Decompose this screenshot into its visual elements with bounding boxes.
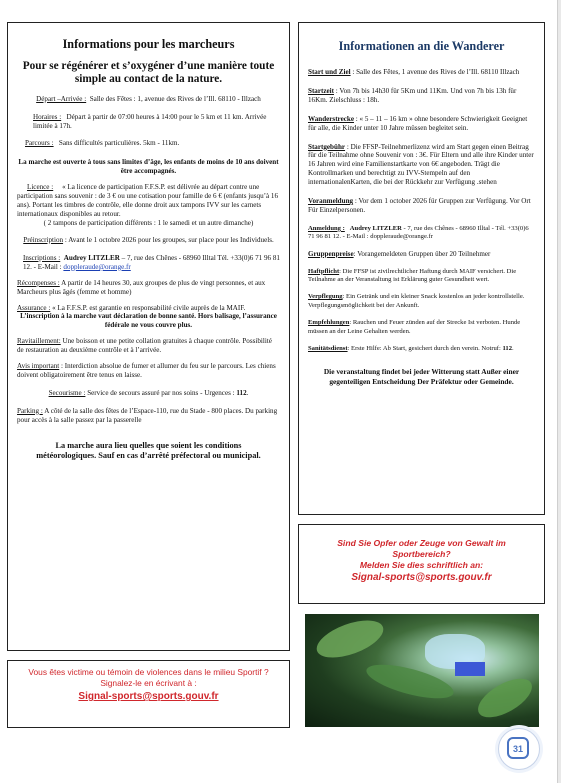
fr-avis bbox=[17, 362, 280, 380]
de-victim-email-link[interactable]: Signal-sports@sports.gouv.fr bbox=[351, 572, 492, 583]
fr-secourisme-number: 112 bbox=[236, 388, 247, 397]
german-victim-box bbox=[298, 524, 545, 604]
de-startzeit-label: Startzeit bbox=[308, 86, 334, 95]
de-sanitaet: Sanitätsdienst: Erste Hilfe: Ab Start, gesichert durch den verein. Notruf: 112. bbox=[308, 345, 514, 353]
fr-licence-text: « La licence de participation F.F.S.P. est délivrée au départ contre une participation sans souvenir : de 3 € ou une cotisation pour famille de 6 € (enfants jusqu’à 16 ans). Portant les timbres de contrôle, elle donne droit aux tampons IVV sur les carnets internationaux disponibles au retour. bbox=[17, 183, 279, 219]
fr-title: Informations pour les marcheurs bbox=[62, 37, 235, 51]
fr-assurance bbox=[17, 304, 280, 313]
fr-parcours bbox=[17, 139, 280, 148]
de-haftpflicht-text: : Die FFSP ist zivilrechtlicher Haftung durch MAIF versichert. Die Teilnahme an der Veranstaltung ist Erklärung guter Gesundheit wert. bbox=[308, 267, 517, 283]
de-startzeit bbox=[308, 87, 535, 105]
de-closing: Die veranstaltung findet bei jeder Witterung statt Außer einer gegenteiligen Entscheidung Der Präfektur oder Gemeinde. bbox=[323, 367, 520, 386]
de-strecke-label: Wanderstrecke bbox=[308, 114, 354, 123]
fr-ravitaillement-text: Une boisson et une petite collation gratuites à chaque contrôle. Possibilité de restauration au deuxième contrôle et à l’arrivée. bbox=[17, 337, 272, 355]
fr-inscriptions-email-link[interactable]: doppleraude@orange.fr bbox=[63, 262, 131, 271]
fr-parking-text: A côté de la salle des fêtes de l’Espace-110, rue du Stade - 800 places. Du parking pour accès à la salle passez par la passerelle bbox=[17, 406, 278, 424]
fr-horaires-text: Départ à partir de 07:00 heures à 14:00 pour le 5 km et 11 km. Arrivée limitée à 17h. bbox=[33, 112, 267, 130]
calendar-badge[interactable] bbox=[498, 728, 540, 770]
french-info-box bbox=[7, 22, 290, 651]
de-start-text: : Salle des Fêtes, 1 avenue des Rives de l’Ill. 68110 Illzach bbox=[350, 68, 520, 76]
fr-assurance-text: « La F.F.S.P. est garantie en responsabilité civile auprès de la MAIF. bbox=[50, 303, 246, 312]
german-info-box bbox=[298, 22, 545, 515]
calendar-day: 31 bbox=[512, 744, 523, 754]
palm-garden-photo bbox=[305, 614, 539, 727]
de-anmeldung-text: - 7, rue des Chênes - 68960 Illtal - Tél. +33(0)6 71 96 81 12. - E-Mail : doppleraude@orange.fr bbox=[308, 224, 529, 241]
fr-recompenses bbox=[17, 279, 280, 297]
fr-avis-label: Avis important bbox=[17, 362, 60, 371]
fr-subtitle: Pour se régénérer et s’oxygéner d’une manière toute simple au contact de la nature. bbox=[22, 60, 275, 85]
de-title: Informationen an die Wanderer bbox=[338, 39, 505, 53]
de-voranmeldung-text: : Vor dem 1 october 2026 für Gruppen zur Verfügung. Vor Ort Für Einzelpersonen. bbox=[308, 197, 531, 214]
fr-closing: La marche aura lieu quelles que soient les conditions météorologiques. Sauf en cas d’arrêté préfectoral ou municipal. bbox=[36, 440, 261, 461]
de-haftpflicht bbox=[308, 268, 535, 285]
fr-ravitaillement bbox=[17, 337, 280, 355]
fr-recompenses-label: Récompenses : bbox=[17, 278, 60, 287]
fr-preinscription-text: : Avant le 1 octobre 2026 pour les groupes, sur place pour les Individuels. bbox=[64, 235, 274, 244]
fr-victim-email-link[interactable]: Signal-sports@sports.gouv.fr bbox=[78, 691, 219, 702]
de-gebuehr-text: : Die FFSP-Teilnehmerlizenz wird am Start gegen einen Beitrag für die Teilnahme ohne Souvenir von : 3€. Für Eltern und alle ihre Kinder unter 16 Jahren wird eine Familienstartkarte von 6€ angeboden. Trägt die Kontrollmarken und berechtigt zu IVV-Stempeln auf den internationalenKarten, die bei der Rückkehr zur Verfügung .stehen bbox=[308, 142, 534, 187]
de-voranmeldung-label: Voranmeldung bbox=[308, 197, 354, 206]
fr-inscriptions-text: – 7, rue des Chênes - 68960 Illtal Tél. +33(0)6 71 96 81 12. - E-Mail : bbox=[23, 253, 280, 271]
fr-depart-text: Salle des Fêtes : 1, avenue des Rives de l’Ill. 68110 - Illzach bbox=[89, 95, 261, 103]
fr-victim-line2: Signalez-le en écrivant à : bbox=[100, 678, 197, 688]
de-empfehlungen-label: Empfehlungen bbox=[308, 319, 350, 327]
fr-parking-label: Parking : bbox=[17, 406, 43, 415]
photo-leaf bbox=[312, 614, 388, 665]
fr-licence-tampons: ( 2 tampons de participation différents : 1 le samedi et un autre dimanche) bbox=[43, 219, 254, 228]
fr-secourisme-text: Service de secours assuré par nos soins - Urgences : bbox=[85, 388, 237, 397]
de-anmeldung bbox=[308, 225, 535, 242]
fr-parcours-text: Sans difficultés particulières. 5km - 11km. bbox=[58, 138, 180, 147]
photo-leaf bbox=[472, 671, 538, 725]
de-startzeit-text: : Von 7h bis 14h30 für 5Km und 11Km. Und von 7h bis 13h für 16Km. Zielschluss : 18h. bbox=[308, 86, 517, 104]
fr-avis-text: : Interdiction absolue de fumer et allumer du feu sur le parcours. Les chiens doivent obligatoirement être tenus en laisse. bbox=[17, 362, 276, 379]
fr-secourisme: Secourisme : Service de secours assuré par nos soins - Urgences : 112. bbox=[48, 388, 249, 397]
de-sanitaet-number: 112 bbox=[502, 345, 513, 353]
calendar-icon[interactable] bbox=[507, 737, 529, 759]
de-verpflegung bbox=[308, 293, 535, 310]
de-start bbox=[308, 68, 535, 77]
fr-assurance-bold: L’inscription à la marche vaut déclaration de bonne santé. Hors balisage, l’assurance fédérale ne vous couvre plus. bbox=[20, 312, 277, 330]
fr-depart bbox=[17, 95, 280, 104]
fr-open-text: La marche est ouverte à tous sans limites d’âge, les enfants de moins de 10 ans doivent être accompagnés. bbox=[18, 157, 279, 175]
fr-parking bbox=[17, 407, 280, 425]
de-empfehlungen bbox=[308, 319, 535, 336]
de-gruppenpreise-label: Gruppenpreise bbox=[308, 249, 354, 258]
fr-secourisme-label: Secourisme : bbox=[48, 388, 86, 397]
de-start-label: Start und Ziel bbox=[308, 68, 351, 76]
de-sanitaet-text: : Erste Hilfe: Ab Start, gesichert durch den verein. Notruf: bbox=[347, 345, 503, 353]
de-victim-line2: Melden Sie dies schriftlich an: bbox=[359, 560, 484, 570]
de-haftpflicht-label: Haftpflicht bbox=[308, 267, 340, 275]
photo-blue-banner bbox=[455, 662, 485, 676]
de-victim-line1: Sind Sie Opfer oder Zeuge von Gewalt im Sportbereich? bbox=[337, 538, 506, 559]
fr-inscriptions-label: Inscriptions : bbox=[23, 253, 61, 262]
de-anmeldung-name: Audrey LITZLER bbox=[349, 224, 402, 232]
de-verpflegung-text: : Ein Getränk und ein kleiner Snack kostenlos an jeder kontrollstelle. Verpflegungsmöglichkeit bei der Ankunft. bbox=[308, 293, 525, 309]
de-anmeldung-label: Anmeldung : bbox=[308, 224, 345, 232]
fr-inscriptions-name: Audrey LITZLER bbox=[63, 253, 120, 262]
fr-inscriptions bbox=[17, 254, 280, 272]
fr-assurance-label: Assurance : bbox=[17, 303, 51, 312]
french-victim-box bbox=[7, 660, 290, 728]
fr-ravitaillement-label: Ravitaillement: bbox=[17, 337, 61, 346]
fr-parcours-label: Parcours : bbox=[25, 138, 54, 147]
de-gruppenpreise bbox=[308, 250, 535, 259]
de-voranmeldung bbox=[308, 197, 535, 215]
de-strecke-text: : « 5 – 11 – 16 km » ohne besondere Schwierigkeit Geeignet für alle, die Kinder unter 10 Jahre müssen begleitet sein. bbox=[308, 114, 528, 132]
de-verpflegung-label: Verpflegung bbox=[308, 293, 343, 301]
de-sanitaet-label: Sanitätsdienst bbox=[308, 345, 348, 353]
de-gebuehr bbox=[308, 143, 535, 188]
de-gruppenpreise-text: : Vorangemeldeten Gruppen über 20 Teilnehmer bbox=[353, 249, 491, 258]
fr-depart-label: Départ –Arrivée : bbox=[36, 95, 87, 103]
fr-horaires-label: Horaires : bbox=[33, 112, 62, 121]
fr-licence bbox=[17, 183, 280, 219]
fr-horaires bbox=[17, 113, 280, 131]
de-strecke bbox=[308, 115, 535, 133]
fr-licence-label: Licence : bbox=[27, 183, 54, 192]
de-empfehlungen-text: : Rauchen und Feuer zünden auf der Strecke Ist verboten. Hunde müssen an der Leine Gehalten werden. bbox=[308, 319, 521, 335]
fr-preinscription bbox=[17, 236, 280, 245]
fr-victim-line1: Vous êtes victime ou témoin de violences dans le milieu Sportif ? bbox=[28, 667, 269, 677]
fr-recompenses-text: A partir de 14 heures 30, aux groupes de plus de vingt personnes, et aux Marcheurs plus âgés (femme et homme) bbox=[17, 278, 266, 296]
fr-preinscription-label: Préinscription bbox=[23, 235, 64, 244]
de-gebuehr-label: Startgebühr bbox=[308, 142, 346, 151]
